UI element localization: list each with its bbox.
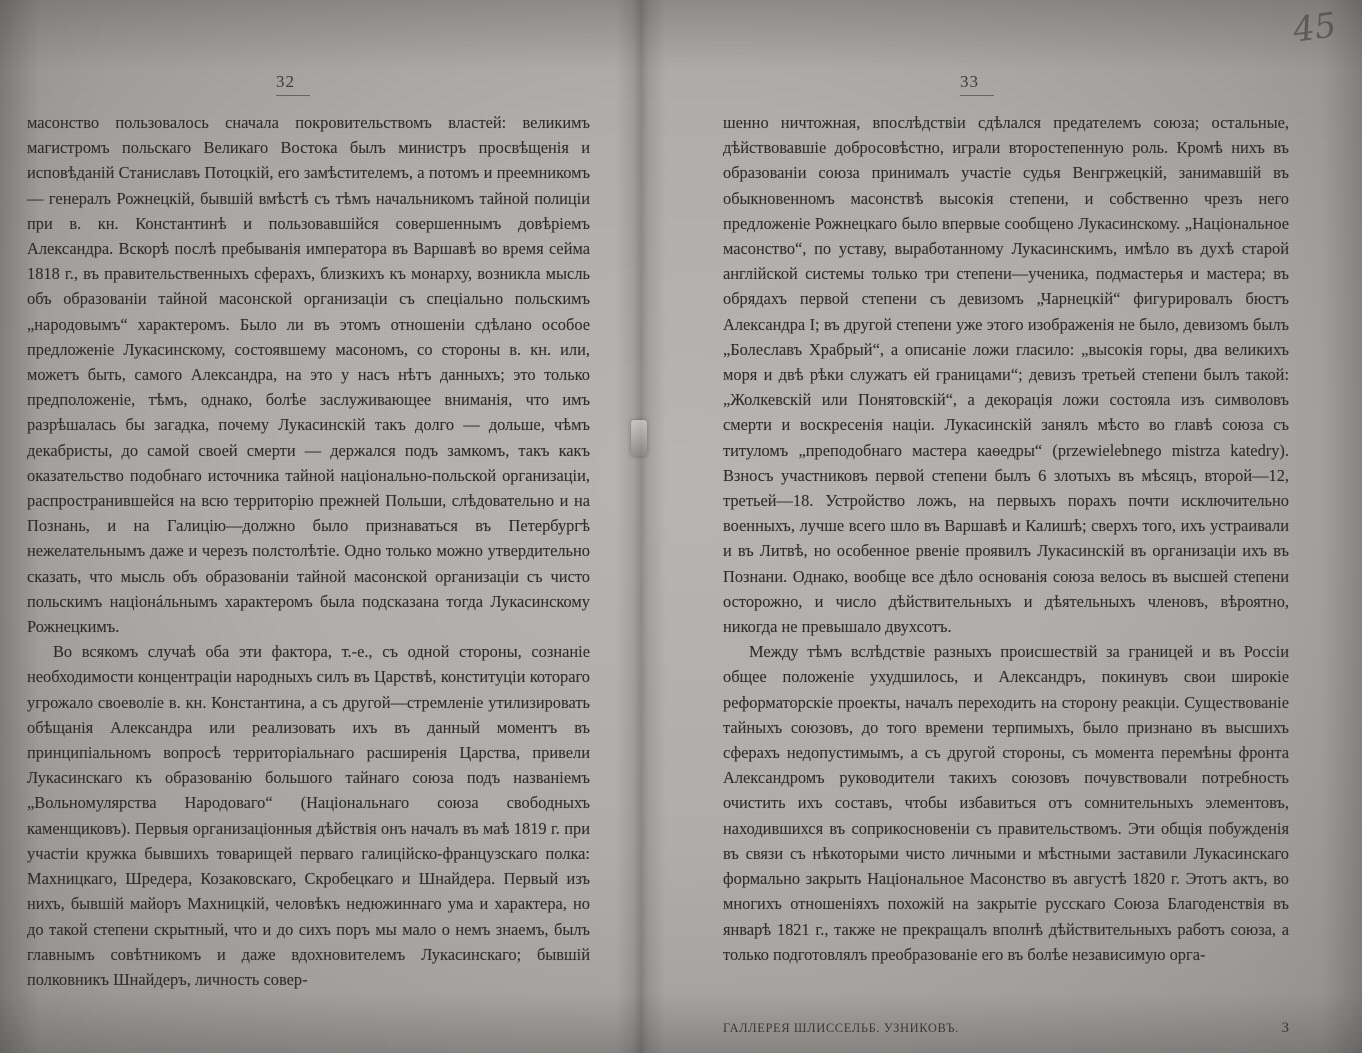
left-page-number-rule <box>276 95 310 96</box>
right-page-number-rule <box>960 95 994 96</box>
paragraph: масонство пользовалось сначала покровительствомъ властей: великимъ магистромъ польскаго Великаго Востока былъ министръ просвѣщенія и исповѣданій Станиславъ Потоцкій, его замѣстителемъ, а потомъ и преемникомъ — генералъ Рожнецкій, бывшій вмѣстѣ съ тѣмъ начальникомъ тайной полиціи при в. кн. Константинѣ и пользовавшійся совершеннымъ довѣріемъ Александра. Вскорѣ послѣ пребыванія императора въ Варшавѣ во время сейма 1818 г., въ правительственныхъ сферахъ, близкихъ къ монарху, возникла мысль объ образованіи тайной масонской организаціи съ спеціально польскимъ „народовымъ“ характеромъ. Было ли въ этомъ отношеніи сдѣлано особое предложеніе Лукасинскому, состоявшему масономъ, со стороны в. кн. или, можетъ быть, самого Александра, на это у насъ нѣтъ данныхъ; это только предположеніе, тѣмъ, однако, болѣе заслуживающее вниманія, что имъ разрѣшалась бы загадка, почему Лукасинскій такъ долго — дольше, чѣмъ декабристы, до самой своей смерти — держался подъ замкомъ, такъ какъ оказательство подобнаго источника тайной національно-польской организаціи, распространившейся на всю территорію прежней Польши, слѣдовательно и на Познань, и на Галицію—должно было признаваться въ Петербургѣ нежелательнымъ даже и черезъ полстолѣтіе. Одно только можно утвердительно сказать, что мысль объ образованіи тайной масонской организаціи съ чисто польскимъ націонáльнымъ характеромъ была подсказана тогда Лукасинскому Рожнецкимъ. <box>27 113 590 637</box>
running-footer <box>723 1020 1289 1037</box>
paragraph: шенно ничтожная, впослѣдствіи сдѣлался предателемъ союза; остальные, дѣйствовавшіе добросовѣстно, играли второстепенную роль. Кромѣ нихъ въ образованіи союза принималъ участіе судья Венгржецкій, занимавшій въ обыкновенномъ масонствѣ высокія степени, и собственно чрезъ него предложеніе Рожнецкаго было впервые сообщено Лукасинскому. „Національное масонство“, по уставу, выработанному Лукасинскимъ, имѣло въ духѣ старой англійской системы только три степени—ученика, подмастерья и мастера; въ обрядахъ первой степени съ девизомъ „Чарнецкій“ фигурировалъ бюстъ Александра I; въ другой степени уже этого изображенія не было, девизомъ былъ „Болеславъ Храбрый“, а описаніе ложи гласило: „высокія горы, два великихъ моря и двѣ рѣки служатъ ей границами“; девизъ третьей степени былъ такой: „Жолкевскій или Понятовскій“, а декорація ложи состояла изъ символовъ смерти и воскресенія націи. Лукасинскій занялъ мѣсто во главѣ союза съ титуломъ „преподобнаго мастера каѳедры“ (przewielebnego mistrza katedry). Взносъ участниковъ первой степени былъ 6 злотыхъ въ мѣсяцъ, второй—12, третьей—18. Устройство ложъ, на первыхъ порахъ почти исключительно военныхъ, лучше всего шло въ Варшавѣ и Калишѣ; сверхъ того, ихъ устраивали и въ Литвѣ, но особенное рвеніе проявилъ Лукасинскій въ организаціи ихъ въ Познани. Однако, вообще все дѣло основанія союза велось въ высшей степени осторожно, и число дѣйствительныхъ и дѣятельныхъ членовъ, вѣроятно, никогда не превышало двухсотъ. <box>723 113 1289 637</box>
archival-folio-mark: 45 <box>1290 5 1339 51</box>
left-page-number <box>276 72 310 96</box>
right-text-column <box>723 110 1289 967</box>
signature-mark: 3 <box>1281 1020 1289 1036</box>
right-page <box>660 0 1362 1053</box>
right-page-number <box>960 72 994 96</box>
left-page-number-text: 32 <box>276 72 295 91</box>
right-page-number-text: 33 <box>960 72 979 91</box>
paragraph: Во всякомъ случаѣ оба эти фактора, т.-е., съ одной стороны, сознаніе необходимости концентраціи народныхъ силъ въ Царствѣ, конституціи котораго угрожало своеволіе в. кн. Константина, а съ другой—стремленіе утилизировать обѣщанія Александра или реализовать ихъ въ данный моментъ въ принципіальномъ вопросѣ территоріальнаго расширенія Царства, привели Лукасинскаго къ образованію большого тайнаго союза подъ названіемъ „Вольномулярства Народоваго“ (Національнаго союза свободныхъ каменщиковъ). Первыя организаціонныя дѣйствія онъ началъ въ маѣ 1819 г. при участіи кружка бывшихъ товарищей перваго галиційско-французскаго полка: Махницкаго, Шредера, Козаковскаго, Скробецкаго и Шнайдера. Первый изъ нихъ, бывшій майоръ Махницкій, человѣкъ недюжиннаго ума и характера, но до такой степени скрытный, что и до сихъ поръ мы мало о немъ знаемъ, былъ главнымъ совѣтникомъ и даже вдохновителемъ Лукасинскаго; бывшій полковникъ Шнайдеръ, личность совер- <box>27 642 590 989</box>
running-footer-title: ГАЛЛЕРЕЯ ШЛИССЕЛЬБ. УЗНИКОВЪ. <box>723 1021 959 1035</box>
paragraph: Между тѣмъ вслѣдствіе разныхъ происшествій за границей и въ Россіи общее положеніе ухудшилось, и Александръ, покинувъ свои широкіе реформаторскіе проекты, началъ переходить на сторону реакціи. Существованіе тайныхъ союзовъ, до того времени терпимыхъ, было признано въ высшихъ сферахъ недопустимымъ, а съ другой стороны, съ момента перемѣны фронта Александромъ руководители такихъ союзовъ почувствовали потребность очистить ихъ составъ, чтобы избавиться отъ сомнительныхъ элементовъ, находившихся въ соприкосновеніи съ правительствомъ. Эти общія побужденія въ связи съ нѣкоторыми чисто личными и мѣстными заставили Лукасинскаго формально закрыть Національное Масонство въ августѣ 1820 г. Этотъ актъ, во многихъ отношеніяхъ похожій на закрытіе русскаго Союза Благоденствія въ январѣ 1821 г., также не прекращалъ вполнѣ дѣйствительныхъ работъ союза, а только подготовлялъ преобразованіе его въ болѣе независимую орга- <box>723 642 1289 964</box>
left-text-column <box>27 110 590 992</box>
left-page <box>0 0 640 1053</box>
